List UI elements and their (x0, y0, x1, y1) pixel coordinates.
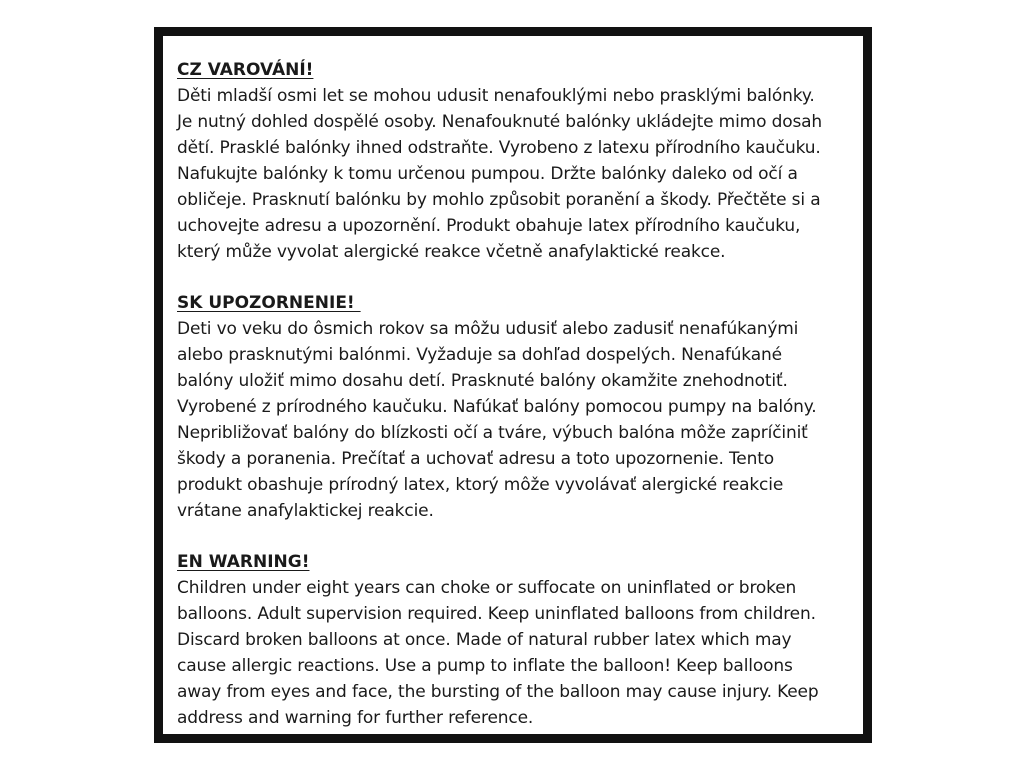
warning-line: Vyrobené z prírodného kaučuku. Nafúkať balóny pomocou pumpy na balóny. (177, 397, 817, 417)
warning-line: balóny uložiť mimo dosahu detí. Prasknuté balóny okamžite znehodnotiť. (177, 371, 788, 391)
warning-section-cz (177, 58, 863, 265)
warning-line: škody a poranenia. Prečítať a uchovať adresu a toto upozornenie. Tento (177, 449, 774, 469)
warning-label-frame (154, 27, 872, 743)
warning-line: dětí. Prasklé balónky ihned odstraňte. Vyrobeno z latexu přírodního kaučuku. (177, 138, 821, 158)
warning-heading-sk: SK UPOZORNENIE! (177, 293, 361, 313)
warning-line: away from eyes and face, the bursting of the balloon may cause injury. Keep (177, 682, 819, 702)
warning-line: Discard broken balloons at once. Made of natural rubber latex which may (177, 630, 792, 650)
warning-line: obličeje. Prasknutí balónku by mohlo způsobit poranění a škody. Přečtěte si a (177, 190, 821, 210)
warning-body-en (177, 575, 863, 731)
warning-body-cz (177, 83, 863, 265)
warning-body-sk (177, 316, 863, 524)
warning-line: který může vyvolat alergické reakce včetně anafylaktické reakce. (177, 242, 726, 262)
warning-line: balloons. Adult supervision required. Keep uninflated balloons from children. (177, 604, 816, 624)
warning-line: address and warning for further reference. (177, 708, 534, 728)
warning-line: Nafukujte balónky k tomu určenou pumpou. Držte balónky daleko od očí a (177, 164, 798, 184)
warning-line: cause allergic reactions. Use a pump to inflate the balloon! Keep balloons (177, 656, 793, 676)
warning-line: alebo prasknutými balónmi. Vyžaduje sa dohľad dospelých. Nenafúkané (177, 345, 782, 365)
warning-line: vrátane anafylaktickej reakcie. (177, 501, 434, 521)
warning-label (163, 36, 863, 734)
warning-line: Children under eight years can choke or suffocate on uninflated or broken (177, 578, 797, 598)
warning-line: Je nutný dohled dospělé osoby. Nenafouknuté balónky ukládejte mimo dosah (177, 112, 823, 132)
warning-line: uchovejte adresu a upozornění. Produkt obahuje latex přírodního kaučuku, (177, 216, 801, 236)
warning-line: Nepribližovať balóny do blízkosti očí a tváre, výbuch balóna môže zapríčiniť (177, 423, 808, 443)
warning-heading-en: EN WARNING! (177, 552, 310, 572)
warning-section-en (177, 550, 863, 731)
warning-heading-cz: CZ VAROVÁNÍ! (177, 60, 314, 80)
warning-line: produkt obashuje prírodný latex, ktorý môže vyvolávať alergické reakcie (177, 475, 784, 495)
warning-line: Děti mladší osmi let se mohou udusit nenafouklými nebo prasklými balónky. (177, 86, 815, 106)
warning-section-sk (177, 291, 863, 524)
warning-line: Deti vo veku do ôsmich rokov sa môžu udusiť alebo zadusiť nenafúkanými (177, 319, 799, 339)
